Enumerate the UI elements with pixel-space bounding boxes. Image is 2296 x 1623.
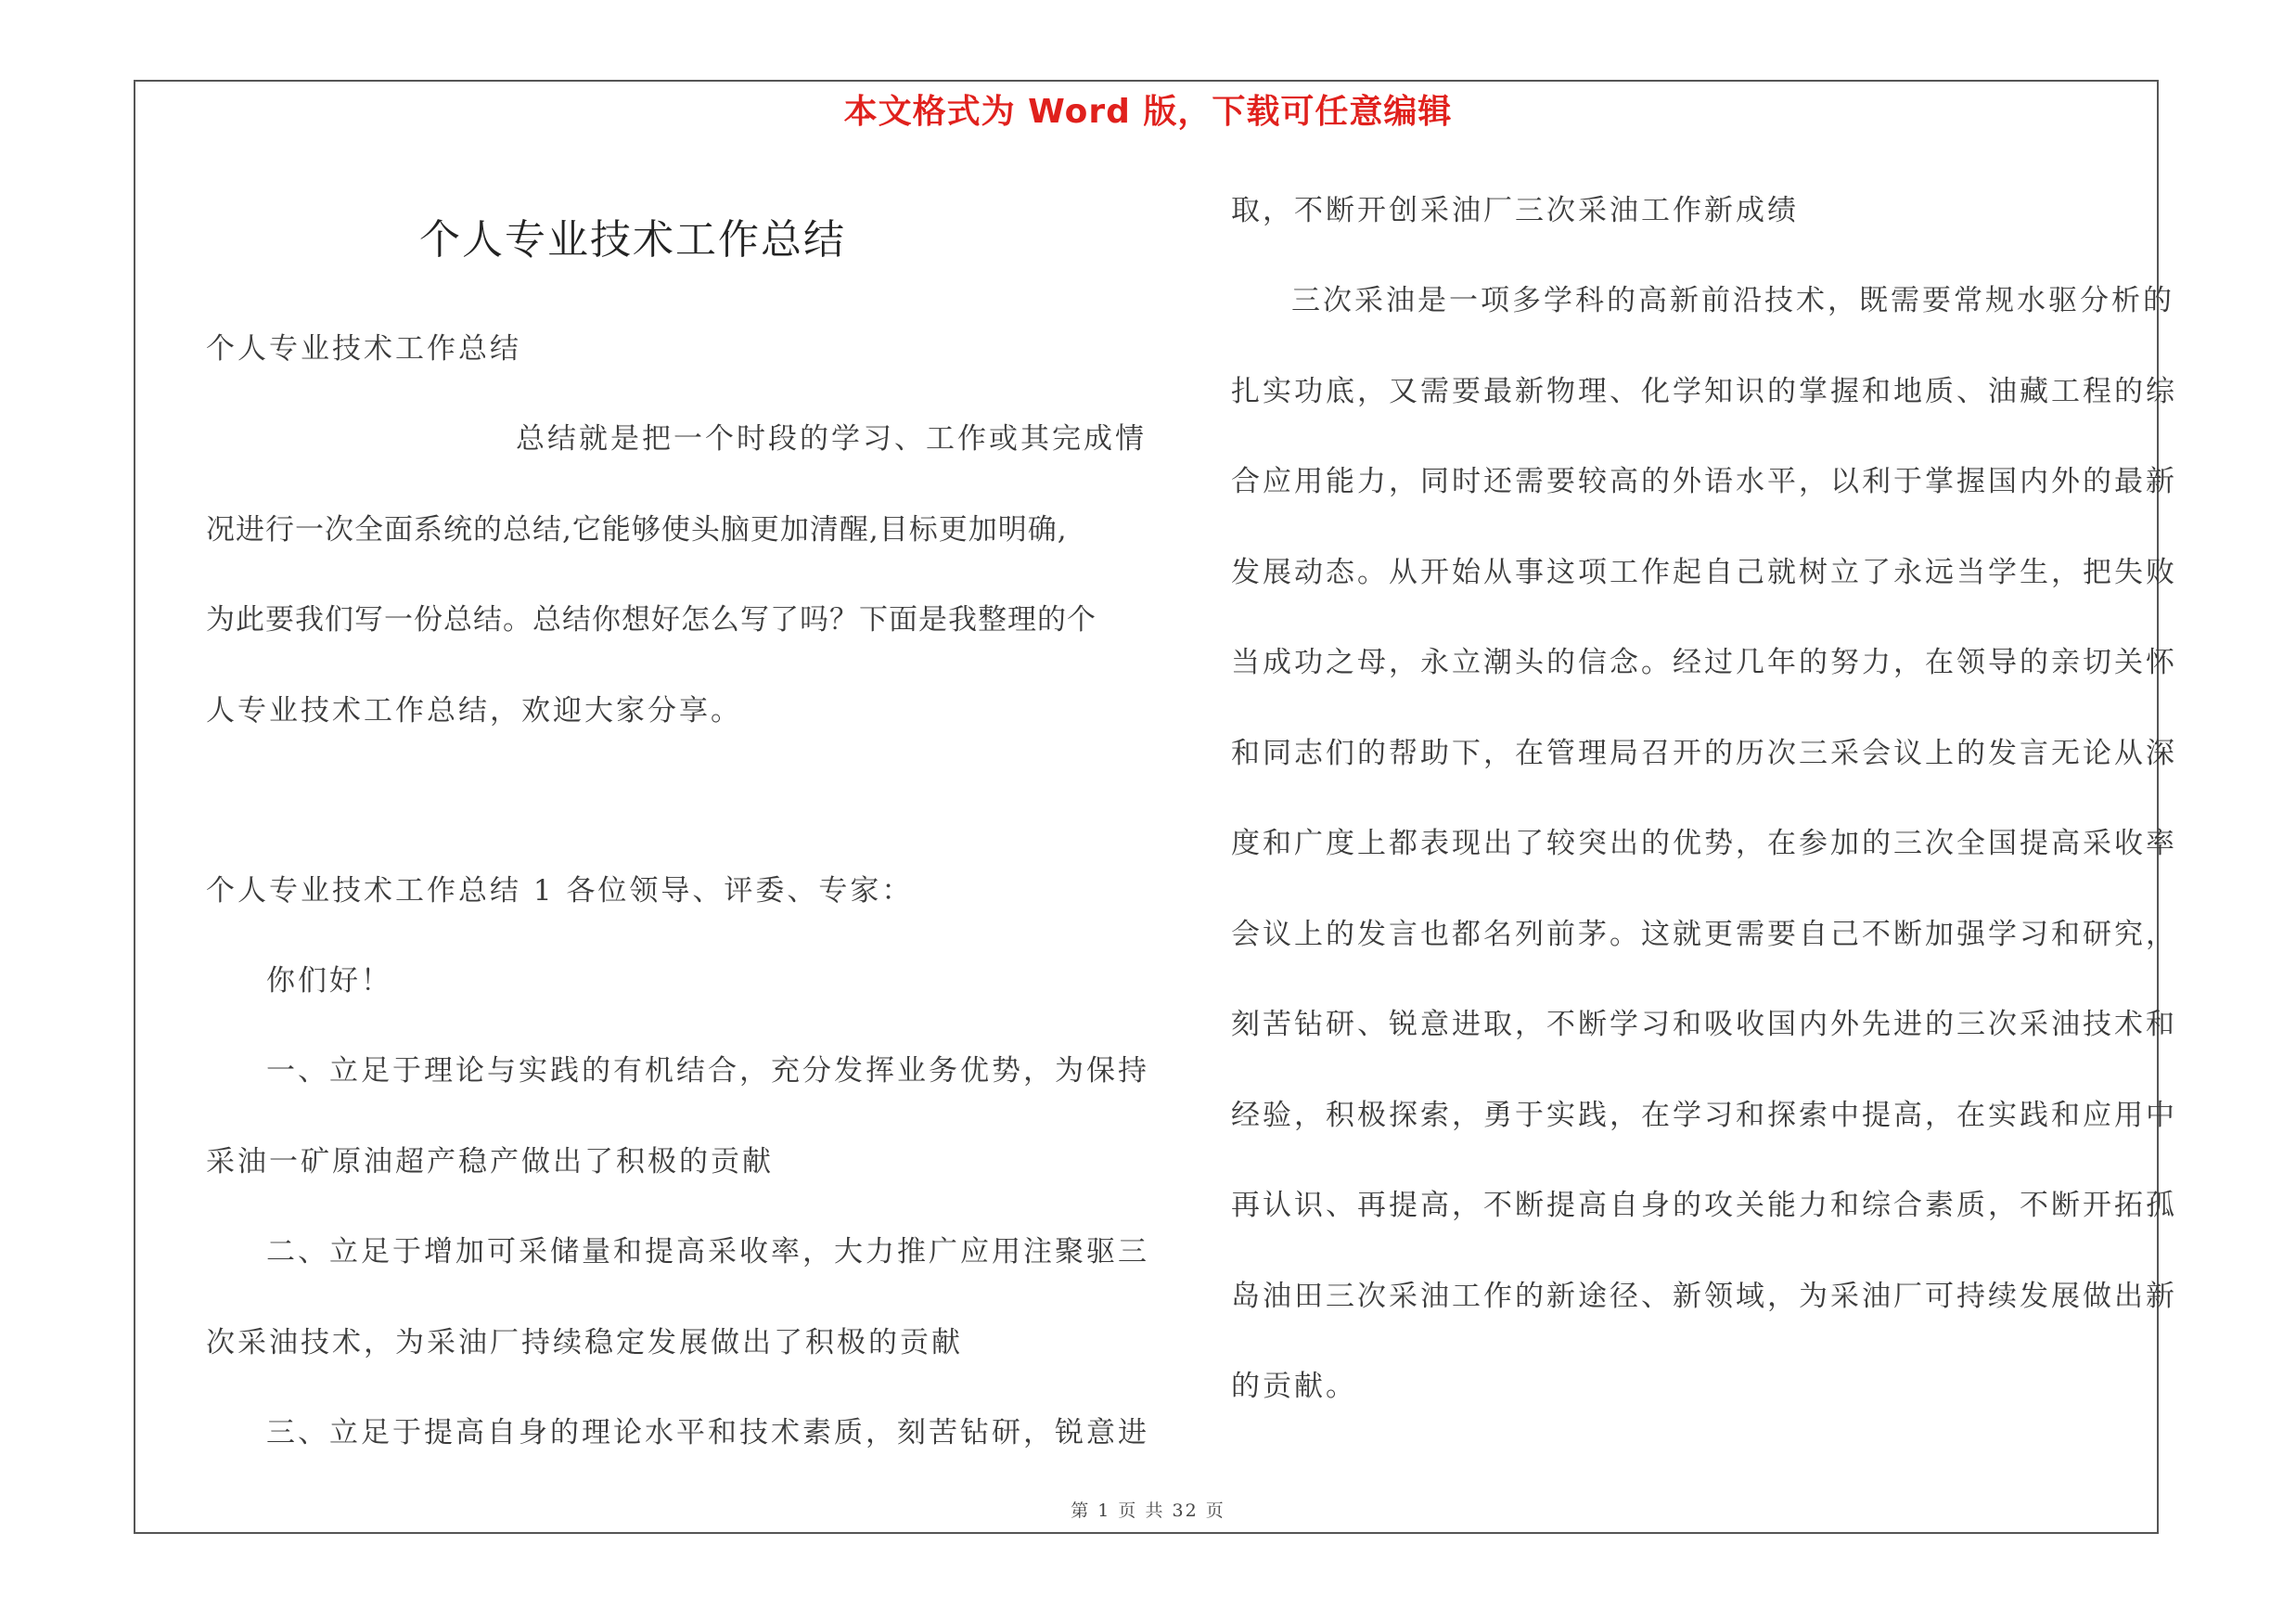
left-line: 总结就是把一个时段的学习、工作或其完成情 bbox=[516, 422, 1147, 456]
right-line: 会议上的发言也都名列前茅。这就更需要自己不断加强学习和研究， bbox=[1231, 918, 2177, 951]
right-line: 当成功之母，永立潮头的信念。经过几年的努力，在领导的亲切关怀 bbox=[1231, 646, 2177, 679]
left-line: 二、立足于增加可采储量和提高采收率，大力推广应用注聚驱三 bbox=[266, 1235, 1149, 1269]
left-line: 一、立足于理论与实践的有机结合，充分发挥业务优势，为保持 bbox=[266, 1054, 1149, 1088]
right-line: 三次采油是一项多学科的高新前沿技术，既需要常规水驱分析的 bbox=[1291, 284, 2174, 317]
left-line: 人专业技术工作总结，欢迎大家分享。 bbox=[206, 694, 742, 728]
page-mid: 页 共 bbox=[1118, 1501, 1165, 1521]
document-title: 个人专业技术工作总结 bbox=[419, 216, 846, 264]
left-line: 个人专业技术工作总结 1 各位领导、评委、专家： bbox=[206, 874, 914, 908]
right-line: 再认识、再提高，不断提高自身的攻关能力和综合素质，不断开拓孤 bbox=[1231, 1189, 2177, 1222]
left-line: 你们好！ bbox=[266, 964, 392, 998]
page-footer bbox=[0, 1497, 2296, 1522]
page-suffix: 页 bbox=[1205, 1501, 1225, 1521]
right-line: 岛油田三次采油工作的新途径、新领域，为采油厂可持续发展做出新 bbox=[1231, 1280, 2177, 1313]
right-line: 扎实功底，又需要最新物理、化学知识的掌握和地质、油藏工程的综 bbox=[1231, 375, 2177, 408]
right-line: 刻苦钻研、锐意进取，不断学习和吸收国内外先进的三次采油技术和 bbox=[1231, 1008, 2177, 1041]
left-line: 为此要我们写一份总结。总结你想好怎么写了吗？下面是我整理的个 bbox=[206, 603, 1097, 637]
right-line: 经验，积极探索，勇于实践，在学习和探索中提高，在实践和应用中 bbox=[1231, 1099, 2177, 1132]
right-line: 发展动态。从开始从事这项工作起自己就树立了永远当学生，把失败 bbox=[1231, 556, 2177, 589]
left-line: 采油一矿原油超产稳产做出了积极的贡献 bbox=[206, 1145, 774, 1179]
left-line: 次采油技术，为采油厂持续稳定发展做出了积极的贡献 bbox=[206, 1326, 963, 1359]
page-number: 1 bbox=[1097, 1501, 1111, 1521]
right-line: 的贡献。 bbox=[1231, 1370, 1357, 1403]
right-line: 取，不断开创采油厂三次采油工作新成绩 bbox=[1231, 194, 1799, 227]
right-line: 合应用能力，同时还需要较高的外语水平，以利于掌握国内外的最新 bbox=[1231, 465, 2177, 498]
right-line: 和同志们的帮助下，在管理局召开的历次三采会议上的发言无论从深 bbox=[1231, 737, 2177, 770]
page-prefix: 第 bbox=[1071, 1501, 1091, 1521]
left-line: 个人专业技术工作总结 bbox=[206, 332, 521, 366]
left-line: 三、立足于提高自身的理论水平和技术素质，刻苦钻研，锐意进 bbox=[266, 1416, 1149, 1449]
watermark-banner: 本文格式为 Word 版，下载可任意编辑 bbox=[843, 93, 1453, 131]
left-line: 况进行一次全面系统的总结,它能够使头脑更加清醒,目标更加明确, bbox=[206, 513, 1068, 547]
page-total: 32 bbox=[1172, 1501, 1199, 1521]
right-line: 度和广度上都表现出了较突出的优势，在参加的三次全国提高采收率 bbox=[1231, 827, 2177, 860]
